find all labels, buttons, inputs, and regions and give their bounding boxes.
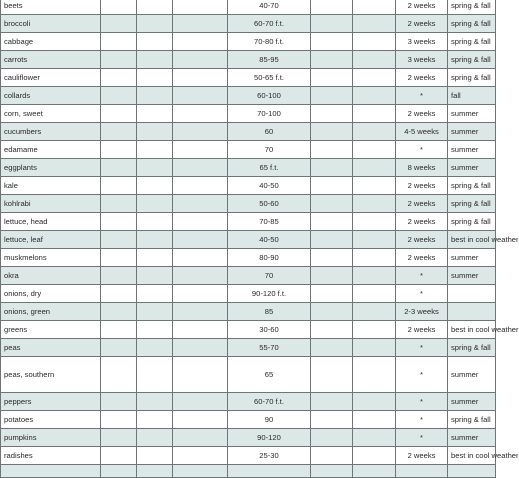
season-cell: spring & fall — [448, 33, 496, 51]
empty-cell — [137, 0, 173, 15]
planting-interval-cell: 2 weeks — [396, 0, 448, 15]
crop-name-cell: peas — [1, 339, 101, 357]
planting-interval-cell: 2-3 weeks — [396, 303, 448, 321]
planting-interval-cell: * — [396, 339, 448, 357]
empty-cell — [137, 141, 173, 159]
table-row — [1, 303, 496, 321]
days-to-maturity-cell: 70 — [228, 267, 311, 285]
empty-cell — [137, 213, 173, 231]
empty-cell — [311, 447, 353, 465]
empty-cell — [137, 357, 173, 393]
empty-cell — [173, 195, 228, 213]
table-row — [1, 177, 496, 195]
crop-name-cell — [1, 465, 101, 478]
planting-interval-cell: 4-5 weeks — [396, 123, 448, 141]
days-to-maturity-cell: 60-70 f.t. — [228, 15, 311, 33]
days-to-maturity-cell: 70-80 f.t. — [228, 33, 311, 51]
crop-name-cell: cabbage — [1, 33, 101, 51]
days-to-maturity-cell: 70-85 — [228, 213, 311, 231]
empty-cell — [101, 159, 137, 177]
empty-cell — [137, 321, 173, 339]
empty-cell — [137, 87, 173, 105]
empty-cell — [137, 15, 173, 33]
empty-cell — [101, 141, 137, 159]
empty-cell — [173, 87, 228, 105]
empty-cell — [353, 213, 396, 231]
days-to-maturity-cell: 65 — [228, 357, 311, 393]
empty-cell — [173, 231, 228, 249]
table-row — [1, 87, 496, 105]
empty-cell — [173, 411, 228, 429]
planting-interval-cell: 2 weeks — [396, 177, 448, 195]
table-row — [1, 411, 496, 429]
season-cell: summer — [448, 429, 496, 447]
planting-interval-cell: 2 weeks — [396, 105, 448, 123]
empty-cell — [173, 123, 228, 141]
crop-name-cell: pumpkins — [1, 429, 101, 447]
season-cell: spring & fall — [448, 339, 496, 357]
empty-cell — [311, 15, 353, 33]
planting-interval-cell: * — [396, 285, 448, 303]
empty-cell — [353, 393, 396, 411]
empty-cell — [311, 339, 353, 357]
planting-interval-cell: 2 weeks — [396, 195, 448, 213]
empty-cell — [311, 429, 353, 447]
empty-cell — [311, 51, 353, 69]
empty-cell — [137, 195, 173, 213]
empty-cell — [137, 393, 173, 411]
days-to-maturity-cell: 30-60 — [228, 321, 311, 339]
planting-table-body — [1, 0, 519, 478]
empty-cell — [311, 321, 353, 339]
season-cell: summer — [448, 123, 496, 141]
days-to-maturity-cell: 50-65 f.t. — [228, 69, 311, 87]
empty-cell — [173, 0, 228, 15]
empty-cell — [353, 285, 396, 303]
empty-cell — [101, 51, 137, 69]
empty-cell — [173, 393, 228, 411]
crop-name-cell: potatoes — [1, 411, 101, 429]
season-cell: spring & fall — [448, 15, 496, 33]
empty-cell — [101, 285, 137, 303]
empty-cell — [311, 267, 353, 285]
empty-cell — [311, 141, 353, 159]
empty-cell — [137, 285, 173, 303]
empty-cell — [353, 249, 396, 267]
empty-cell — [353, 87, 396, 105]
table-row — [1, 141, 496, 159]
empty-cell — [353, 51, 396, 69]
table-row — [1, 249, 496, 267]
crop-name-cell: carrots — [1, 51, 101, 69]
planting-interval-cell: 2 weeks — [396, 15, 448, 33]
empty-cell — [137, 105, 173, 123]
empty-cell — [311, 357, 353, 393]
empty-cell — [173, 105, 228, 123]
empty-cell — [101, 249, 137, 267]
days-to-maturity-cell: 60 — [228, 123, 311, 141]
empty-cell — [173, 267, 228, 285]
table-row — [1, 267, 496, 285]
empty-cell — [137, 159, 173, 177]
days-to-maturity-cell — [228, 465, 311, 478]
crop-name-cell: broccoli — [1, 15, 101, 33]
empty-cell — [311, 411, 353, 429]
season-cell — [448, 303, 496, 321]
planting-interval-cell: * — [396, 357, 448, 393]
season-cell: summer — [448, 267, 496, 285]
empty-cell — [311, 303, 353, 321]
empty-cell — [101, 393, 137, 411]
table-row — [1, 33, 496, 51]
empty-cell — [311, 123, 353, 141]
empty-cell — [137, 231, 173, 249]
empty-cell — [173, 33, 228, 51]
planting-interval-cell: * — [396, 141, 448, 159]
days-to-maturity-cell: 40-50 — [228, 177, 311, 195]
empty-cell — [311, 33, 353, 51]
crop-name-cell: lettuce, leaf — [1, 231, 101, 249]
empty-cell — [101, 195, 137, 213]
planting-interval-cell: 2 weeks — [396, 231, 448, 249]
empty-cell — [101, 15, 137, 33]
empty-cell — [311, 177, 353, 195]
season-cell: spring & fall — [448, 195, 496, 213]
table-row — [1, 339, 496, 357]
season-cell: spring & fall — [448, 69, 496, 87]
empty-cell — [101, 213, 137, 231]
crop-name-cell: okra — [1, 267, 101, 285]
planting-interval-cell — [396, 465, 448, 478]
empty-cell — [353, 429, 396, 447]
empty-cell — [311, 0, 353, 15]
crop-name-cell: greens — [1, 321, 101, 339]
empty-cell — [101, 123, 137, 141]
crop-name-cell: kohlrabi — [1, 195, 101, 213]
empty-cell — [101, 267, 137, 285]
days-to-maturity-cell: 55-70 — [228, 339, 311, 357]
planting-interval-cell: 2 weeks — [396, 321, 448, 339]
planting-interval-cell: 2 weeks — [396, 249, 448, 267]
empty-cell — [173, 51, 228, 69]
table-row — [1, 231, 496, 249]
planting-interval-cell: 2 weeks — [396, 213, 448, 231]
days-to-maturity-cell: 70 — [228, 141, 311, 159]
table-row — [1, 465, 496, 478]
empty-cell — [101, 411, 137, 429]
empty-cell — [311, 213, 353, 231]
empty-cell — [173, 159, 228, 177]
planting-interval-cell: 8 weeks — [396, 159, 448, 177]
table-row — [1, 357, 496, 393]
days-to-maturity-cell: 40-50 — [228, 231, 311, 249]
days-to-maturity-cell: 60-70 f.t. — [228, 393, 311, 411]
empty-cell — [173, 69, 228, 87]
crop-name-cell: peppers — [1, 393, 101, 411]
empty-cell — [137, 339, 173, 357]
planting-interval-cell: * — [396, 411, 448, 429]
empty-cell — [353, 141, 396, 159]
season-cell — [448, 465, 496, 478]
empty-cell — [137, 177, 173, 195]
planting-interval-cell: 3 weeks — [396, 33, 448, 51]
empty-cell — [137, 429, 173, 447]
empty-cell — [173, 339, 228, 357]
empty-cell — [353, 447, 396, 465]
crop-name-cell: collards — [1, 87, 101, 105]
season-cell: summer — [448, 249, 496, 267]
empty-cell — [353, 267, 396, 285]
empty-cell — [311, 249, 353, 267]
empty-cell — [353, 0, 396, 15]
crop-name-cell: kale — [1, 177, 101, 195]
season-cell: spring & fall — [448, 213, 496, 231]
empty-cell — [101, 321, 137, 339]
empty-cell — [353, 411, 396, 429]
empty-cell — [353, 195, 396, 213]
season-cell: best in cool weather — [448, 321, 496, 339]
empty-cell — [353, 465, 396, 478]
empty-cell — [173, 213, 228, 231]
season-cell — [448, 285, 496, 303]
empty-cell — [173, 429, 228, 447]
crop-name-cell: peas, southern — [1, 357, 101, 393]
empty-cell — [137, 69, 173, 87]
empty-cell — [353, 33, 396, 51]
empty-cell — [101, 357, 137, 393]
table-row — [1, 15, 496, 33]
season-cell: summer — [448, 357, 496, 393]
days-to-maturity-cell: 70-100 — [228, 105, 311, 123]
empty-cell — [353, 339, 396, 357]
crop-name-cell: radishes — [1, 447, 101, 465]
season-cell: spring & fall — [448, 411, 496, 429]
days-to-maturity-cell: 85 — [228, 303, 311, 321]
days-to-maturity-cell: 90 — [228, 411, 311, 429]
planting-interval-cell: * — [396, 393, 448, 411]
crop-name-cell: corn, sweet — [1, 105, 101, 123]
empty-cell — [137, 267, 173, 285]
empty-cell — [137, 123, 173, 141]
empty-cell — [101, 231, 137, 249]
empty-cell — [101, 0, 137, 15]
empty-cell — [101, 33, 137, 51]
empty-cell — [101, 105, 137, 123]
empty-cell — [101, 447, 137, 465]
crop-name-cell: eggplants — [1, 159, 101, 177]
empty-cell — [353, 231, 396, 249]
empty-cell — [311, 231, 353, 249]
table-row — [1, 123, 496, 141]
empty-cell — [137, 303, 173, 321]
crop-name-cell: edamame — [1, 141, 101, 159]
empty-cell — [353, 123, 396, 141]
empty-cell — [353, 105, 396, 123]
empty-cell — [353, 177, 396, 195]
days-to-maturity-cell: 40-70 — [228, 0, 311, 15]
empty-cell — [101, 69, 137, 87]
empty-cell — [137, 465, 173, 478]
empty-cell — [353, 69, 396, 87]
empty-cell — [137, 447, 173, 465]
days-to-maturity-cell: 65 f.t. — [228, 159, 311, 177]
empty-cell — [173, 15, 228, 33]
empty-cell — [353, 159, 396, 177]
days-to-maturity-cell: 90-120 f.t. — [228, 285, 311, 303]
empty-cell — [137, 51, 173, 69]
empty-cell — [173, 249, 228, 267]
table-row — [1, 321, 496, 339]
planting-interval-cell: 3 weeks — [396, 51, 448, 69]
empty-cell — [311, 159, 353, 177]
table-row — [1, 429, 496, 447]
empty-cell — [311, 465, 353, 478]
empty-cell — [311, 195, 353, 213]
table-row — [1, 285, 496, 303]
planting-interval-cell: * — [396, 87, 448, 105]
planting-interval-cell: * — [396, 267, 448, 285]
season-cell: summer — [448, 105, 496, 123]
season-cell: summer — [448, 141, 496, 159]
empty-cell — [173, 465, 228, 478]
days-to-maturity-cell: 60-100 — [228, 87, 311, 105]
crop-name-cell: onions, green — [1, 303, 101, 321]
empty-cell — [353, 357, 396, 393]
empty-cell — [311, 69, 353, 87]
crop-name-cell: muskmelons — [1, 249, 101, 267]
crop-name-cell: beets — [1, 0, 101, 15]
season-cell: best in cool weather — [448, 231, 496, 249]
empty-cell — [137, 33, 173, 51]
planting-interval-cell: 2 weeks — [396, 69, 448, 87]
empty-cell — [353, 15, 396, 33]
table-row — [1, 0, 496, 15]
empty-cell — [101, 303, 137, 321]
empty-cell — [173, 141, 228, 159]
empty-cell — [173, 177, 228, 195]
table-row — [1, 105, 496, 123]
empty-cell — [353, 303, 396, 321]
days-to-maturity-cell: 85-95 — [228, 51, 311, 69]
empty-cell — [101, 339, 137, 357]
season-cell: summer — [448, 393, 496, 411]
season-cell: spring & fall — [448, 177, 496, 195]
table-row — [1, 195, 496, 213]
planting-interval-cell: 2 weeks — [396, 447, 448, 465]
empty-cell — [173, 447, 228, 465]
season-cell: spring & fall — [448, 0, 496, 15]
days-to-maturity-cell: 90-120 — [228, 429, 311, 447]
empty-cell — [173, 303, 228, 321]
planting-interval-cell: * — [396, 429, 448, 447]
days-to-maturity-cell: 80-90 — [228, 249, 311, 267]
crop-name-cell: cucumbers — [1, 123, 101, 141]
empty-cell — [137, 249, 173, 267]
empty-cell — [311, 87, 353, 105]
days-to-maturity-cell: 50-60 — [228, 195, 311, 213]
crop-name-cell: lettuce, head — [1, 213, 101, 231]
season-cell: best in cool weather — [448, 447, 496, 465]
days-to-maturity-cell: 25-30 — [228, 447, 311, 465]
empty-cell — [173, 321, 228, 339]
table-row — [1, 447, 496, 465]
empty-cell — [311, 105, 353, 123]
crop-name-cell: cauliflower — [1, 69, 101, 87]
table-row — [1, 51, 496, 69]
table-row — [1, 393, 496, 411]
table-row — [1, 213, 496, 231]
empty-cell — [173, 357, 228, 393]
empty-cell — [311, 285, 353, 303]
season-cell: spring & fall — [448, 51, 496, 69]
table-row — [1, 69, 496, 87]
empty-cell — [137, 411, 173, 429]
empty-cell — [353, 321, 396, 339]
table-row — [1, 159, 496, 177]
empty-cell — [101, 429, 137, 447]
empty-cell — [101, 465, 137, 478]
empty-cell — [101, 87, 137, 105]
empty-cell — [173, 285, 228, 303]
empty-cell — [311, 393, 353, 411]
season-cell: fall — [448, 87, 496, 105]
empty-cell — [101, 177, 137, 195]
season-cell: summer — [448, 159, 496, 177]
crop-name-cell: onions, dry — [1, 285, 101, 303]
